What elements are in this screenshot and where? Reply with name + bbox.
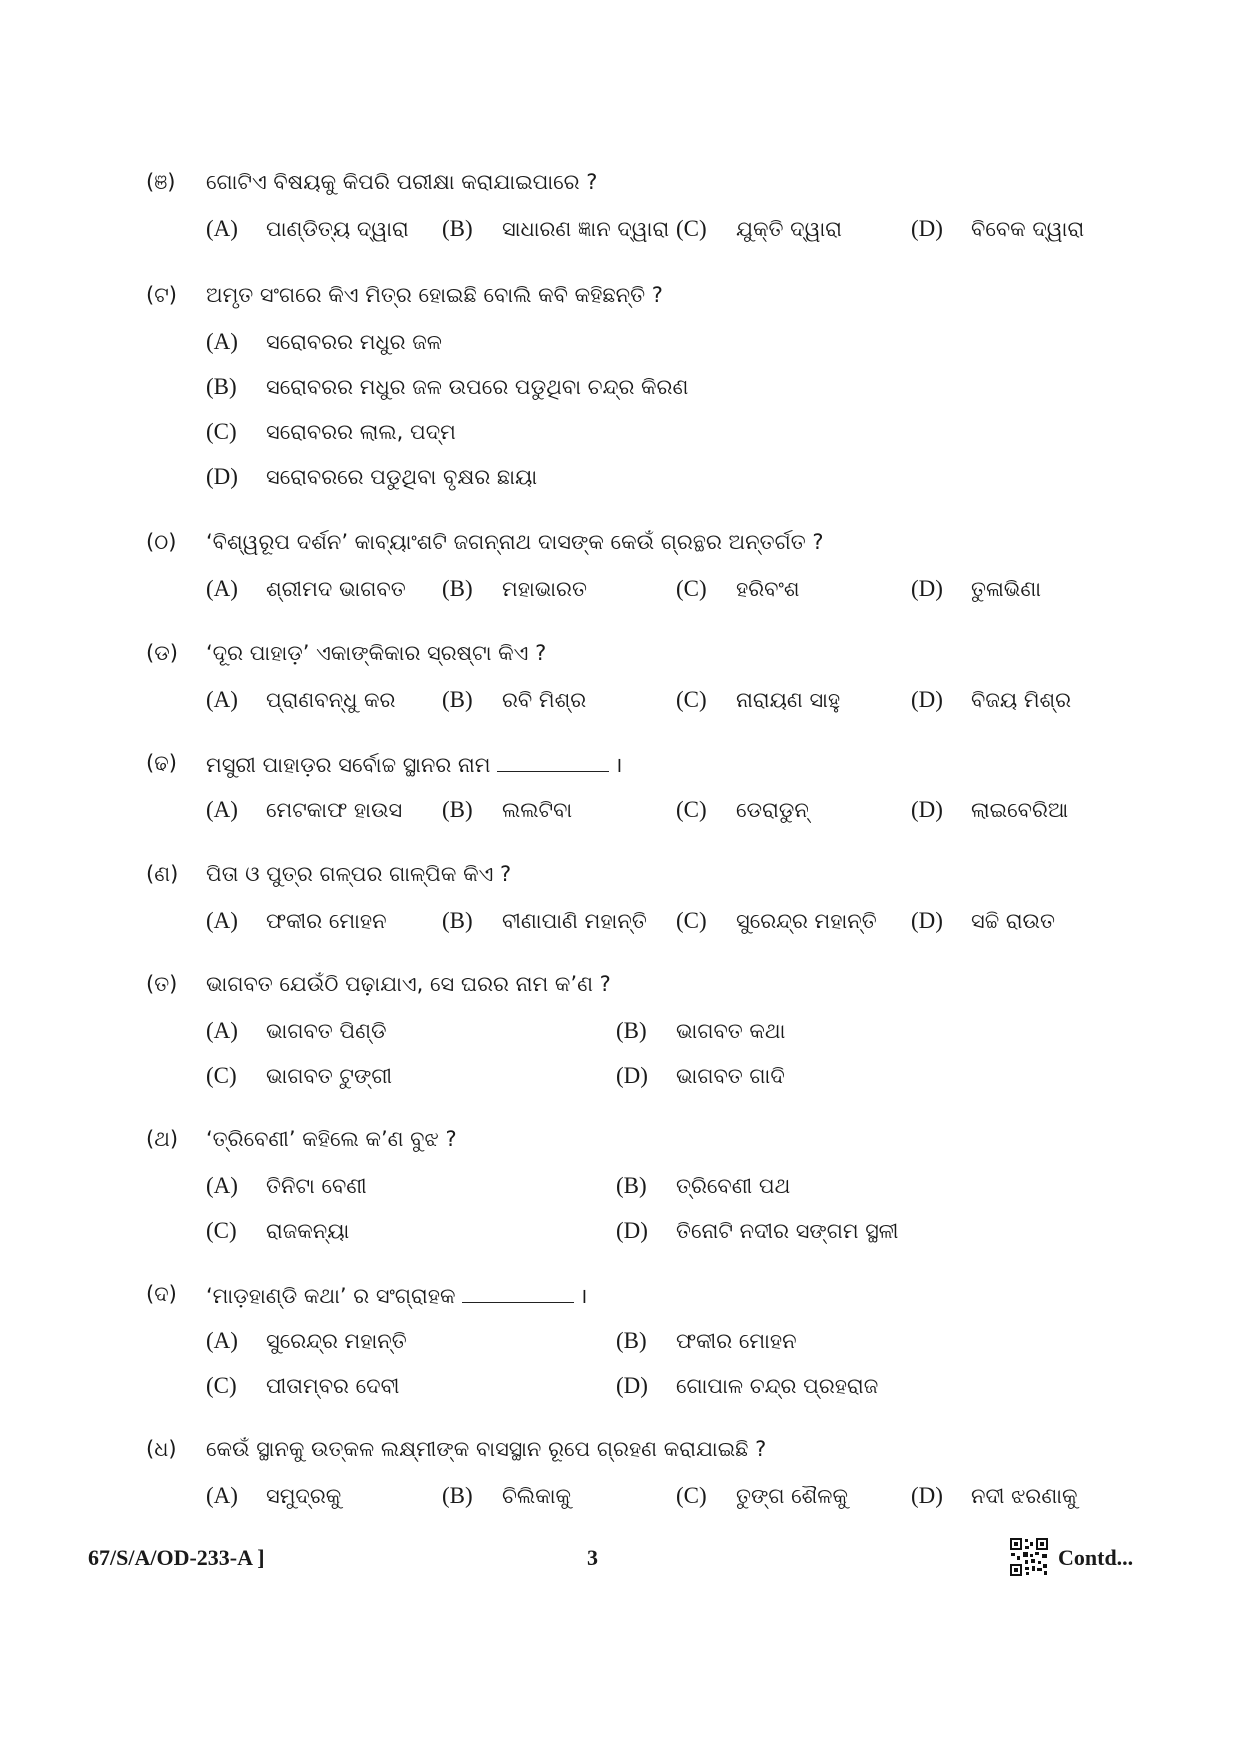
option-c: (C) ହରିବଂଶ [676,576,800,601]
question-number: (ଢ) [146,751,177,775]
question-text: ‘ବିଶ୍ୱରୂପ ଦର୍ଶନ’ କାବ୍ୟାଂଶଟି ଜଗନ୍ନାଥ ଦାସଙ୍କ କେଉଁ ଗ୍ରନ୍ଥର ଅନ୍ତର୍ଗତ ? [206,530,824,554]
question-number: (ଠ) [146,530,177,554]
option-a: (A) ଫକୀର ମୋହନ [206,908,387,933]
option-d: (D) ସଚ୍ଚି ରାଉତ [911,908,1055,933]
option-c: (C) ସୁରେନ୍ଦ୍ର ମହାନ୍ତି [676,908,877,933]
question-text: ମସୁରୀ ପାହାଡ଼ର ସର୍ବୋଚ୍ଚ ସ୍ଥାନର ନାମ [206,753,491,777]
option-b: (B) ସରୋବରର ମଧୁର ଜଳ ଉପରେ ପଡୁଥିବା ଚନ୍ଦ୍ର କିରଣ [206,374,689,399]
option-b: (B) ଚିଲିକାକୁ [442,1483,572,1508]
option-a: (A) ସରୋବରର ମଧୁର ଜଳ [206,329,442,354]
option-c: (C) ଯୁକ୍ତି ଦ୍ୱାରା [676,216,842,241]
option-c: (C) ତୁଙ୍ଗ ଶୈଳକୁ [676,1483,848,1508]
option-a: (A) ଶ୍ରୀମଦ ଭାଗବତ [206,576,406,601]
option-b: (B) ଫକୀର ମୋହନ [616,1328,797,1353]
question-number: (ଥ) [146,1127,179,1151]
option-c: (C) ପୀତାମ୍ବର ଦେବୀ [206,1373,400,1398]
option-b: (B) ଲଲଟିବା [442,797,573,822]
question-suffix: । [579,1284,588,1308]
option-b: (B) ତ୍ରିବେଣୀ ପଥ [616,1173,791,1198]
option-d: (D) ସରୋବରରେ ପଡୁଥିବା ବୃକ୍ଷର ଛାୟା [206,464,538,489]
qr-code-icon [1009,1537,1049,1577]
question-suffix: । [614,753,623,777]
question-text: ପିତା ଓ ପୁତ୍ର ଗଳ୍ପର ଗାଳ୍ପିକ କିଏ ? [206,862,512,886]
option-c: (C) ନାରାୟଣ ସାହୁ [676,687,841,712]
page-number: 3 [587,1545,598,1570]
question-text: ଗୋଟିଏ ବିଷୟକୁ କିପରି ପରୀକ୍ଷା କରାଯାଇପାରେ ? [206,170,598,194]
question-number: (ତ) [146,972,178,996]
option-d: (D) ବିଜୟ ମିଶ୍ର [911,687,1072,712]
option-c: (C) ଡେରାଡୁନ୍ [676,797,809,822]
option-d: (D) ନଦୀ ଝରଣାକୁ [911,1483,1078,1508]
question-text: ‘ମାଡ଼ହାଣ୍ଡି କଥା’ ର ସଂଗ୍ରାହକ [206,1284,456,1308]
question-number: (ଦ) [146,1282,177,1306]
option-a: (A) ତିନିଟା ବେଣୀ [206,1173,367,1198]
option-c: (C) ଭାଗବତ ଟୁଙ୍ଗୀ [206,1063,393,1088]
option-a: (A) ମେଟକାଫ ହାଉସ [206,797,403,822]
option-d: (D) ଲାଇବେରିଆ [911,797,1069,822]
option-d: (D) ତୁଳାଭିଣା [911,576,1041,601]
option-b: (B) ମହାଭାରତ [442,576,587,601]
option-a: (A) ଭାଗବତ ପିଣ୍ଡି [206,1018,387,1043]
question-number: (ଟ) [146,283,177,307]
option-a: (A) ପାଣ୍ଡିତ୍ୟ ଦ୍ୱାରା [206,216,409,241]
fill-blank [497,757,609,772]
question-number: (ଣ) [146,862,179,886]
contd-label: Contd... [1058,1545,1134,1570]
question-number: (ଡ) [146,641,178,665]
option-c: (C) ରାଜକନ୍ୟା [206,1218,350,1243]
fill-blank [462,1288,574,1303]
option-d: (D) ଭାଗବତ ଗାଦି [616,1063,785,1088]
question-number: (ଞ) [146,170,176,194]
question-text: ‘ଦୂର ପାହାଡ଼’ ଏକାଙ୍କିକାର ସ୍ରଷ୍ଟା କିଏ ? [206,641,547,665]
option-d: (D) ବିବେକ ଦ୍ୱାରା [911,216,1085,241]
question-text: ‘ତ୍ରିବେଣୀ’ କହିଲେ କ’ଣ ବୁଝ ? [206,1127,457,1151]
option-c: (C) ସରୋବରର ଲାଲ, ପଦ୍ମ [206,419,456,444]
option-b: (B) ବୀଣାପାଣି ମହାନ୍ତି [442,908,647,933]
option-a: (A) ପ୍ରାଣବନ୍ଧୁ କର [206,687,396,712]
option-b: (B) ସାଧାରଣ ଜ୍ଞାନ ଦ୍ୱାରା [442,216,670,241]
option-d: (D) ତିନୋଟି ନଦୀର ସଙ୍ଗମ ସ୍ଥଳୀ [616,1218,899,1243]
option-d: (D) ଗୋପାଳ ଚନ୍ଦ୍ର ପ୍ରହରାଜ [616,1373,879,1398]
question-text: ଅମୃତ ସଂଗରେ କିଏ ମିତ୍ର ହୋଇଛି ବୋଲି କବି କହିଛନ୍ତି ? [206,283,663,307]
option-a: (A) ସୁରେନ୍ଦ୍ର ମହାନ୍ତି [206,1328,407,1353]
question-number: (ଧ) [146,1437,177,1461]
paper-code: 67/S/A/OD-233-A ] [88,1545,265,1570]
question-text: କେଉଁ ସ୍ଥାନକୁ ଉତ୍କଳ ଲକ୍ଷ୍ମୀଙ୍କ ବାସସ୍ଥାନ ରୂପେ ଗ୍ରହଣ କରାଯାଇଛି ? [206,1437,767,1461]
question-text: ଭାଗବତ ଯେଉଁଠି ପଢ଼ାଯାଏ, ସେ ଘରର ନାମ କ’ଣ ? [206,972,611,996]
option-b: (B) ରବି ମିଶ୍ର [442,687,587,712]
option-a: (A) ସମୁଦ୍ରକୁ [206,1483,342,1508]
option-b: (B) ଭାଗବତ କଥା [616,1018,786,1043]
